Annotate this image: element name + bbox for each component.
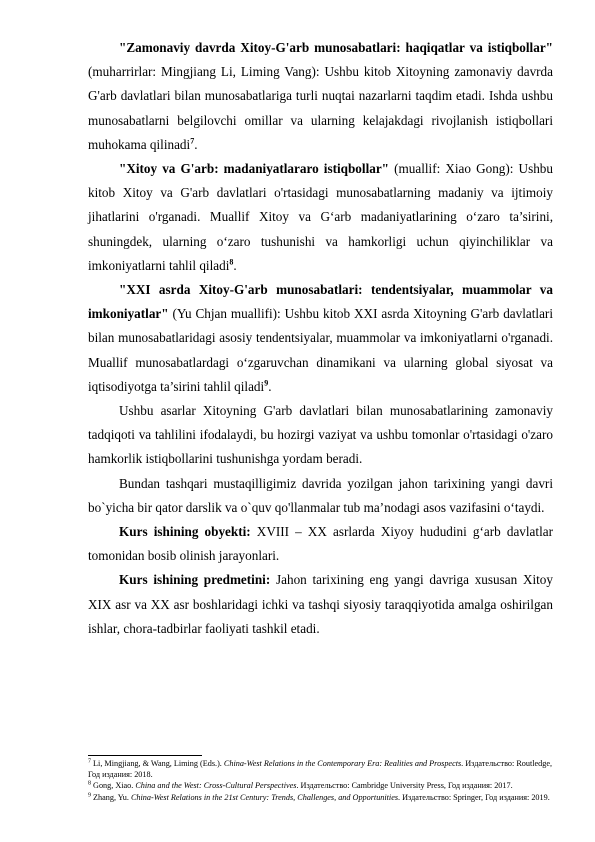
footnotes <box>88 758 553 803</box>
footnote-publisher: . Издательство: Cambridge University Press, Год издания: 2017. <box>296 781 513 791</box>
paragraph-text: (Yu Chjan muallifi): Ushbu kitob XXI asrda Xitoyning G'arb davlatlari bilan munosabatlaridagi asosiy tendentsiyalar, muammolar va imkoniyatlarni o'rganadi. Muallif munosabatlardagi o‘zgaruvchan dinamikani va ularning global siyosat va iqtisodiyotga ta’sirini tahlil qiladi <box>88 306 553 394</box>
footnote-number: 8 <box>88 780 91 787</box>
footnote-title: China-West Relations in the Contemporary Era: Realities and Prospects <box>223 759 462 768</box>
footnote-ref: 8 <box>229 257 234 267</box>
book-title: "XXI asrda Xitoy-G'arb munosabatlari: tendentsiyalar, muammolar va imkoniyatlar" <box>88 282 553 322</box>
paragraph-summary <box>88 399 553 472</box>
paragraph-subject <box>88 568 553 641</box>
footnote-authors: Gong, Xiao. <box>91 781 136 791</box>
paragraph-book-3 <box>88 278 553 399</box>
paragraph-end: . <box>268 378 272 394</box>
footnote-7 <box>88 758 553 780</box>
document-body <box>88 36 553 641</box>
footnote-8 <box>88 780 553 791</box>
footnote-divider <box>88 755 202 756</box>
footnote-number: 7 <box>88 758 91 765</box>
footnote-ref: 9 <box>264 378 269 388</box>
book-title: "Xitoy va G'arb: madaniyatlararo istiqbollar" <box>119 161 389 177</box>
paragraph-text: Ushbu asarlar Xitoyning G'arb davlatlari bilan munosabatlarining zamonaviy tadqiqoti va tahlilini ifodalaydi, bu hozirgi vaziyat va ushbu tomonlar o'rtasidagi o'zaro hamkorlik istiqbollarini tushunishga yordam beradi. <box>88 403 553 467</box>
book-title: "Zamonaviy davrda Xitoy-G'arb munosabatlari: haqiqatlar va istiqbollar" <box>119 40 553 55</box>
footnote-title: China and the West: Cross-Cultural Perspectives <box>135 781 297 791</box>
footnote-number: 9 <box>88 791 91 798</box>
paragraph-text: XVIII – XX asrlarda Xiyoy hududini g‘arb davlatlar tomonidan bosib olinish jarayonlari. <box>88 524 553 564</box>
paragraph-book-2 <box>88 157 553 278</box>
paragraph-textbooks <box>88 472 553 520</box>
footnote-authors: Li, Mingjiang, & Wang, Liming (Eds.). <box>91 759 224 768</box>
paragraph-text: (muharrirlar: Mingjiang Li, Liming Vang): Ushbu kitob Xitoyning zamonaviy davrda G'arb davlatlari bilan munosabatlariga turli nuqtai nazarlarni taqdim etadi. Ishda ushbu munosabatlarni belgilovchi omillar va ularning kelajakdagi rivojlanish istiqbollari muhokama qilinadi <box>88 64 553 152</box>
footnote-authors: Zhang, Yu. <box>91 792 131 802</box>
section-label: Kurs ishining obyekti: <box>119 524 251 540</box>
paragraph-end: . <box>194 136 198 152</box>
paragraph-text: Bundan tashqari mustaqilligimiz davrida yozilgan jahon tarixining yangi davri bo`yicha bir qator darslik va o`quv qo'llanmalar tub ma’nodagi asos vazifasini o‘taydi. <box>88 475 553 515</box>
paragraph-end: . <box>233 257 237 273</box>
footnote-title: China-West Relations in the 21st Century: Trends, Challenges, and Opportunities <box>130 792 399 802</box>
paragraph-object <box>88 520 553 568</box>
footnote-9 <box>88 792 553 803</box>
footnote-publisher: . Издательство: Springer, Год издания: 2019. <box>398 792 550 802</box>
section-label: Kurs ishining predmetini: <box>119 572 271 588</box>
paragraph-text: Jahon tarixining eng yangi davriga xususan Xitoy XIX asr va XX asr boshlaridagi ichki va tashqi siyosiy taraqqiyotida amalga oshirilgan ishlar, chora-tadbirlar faoliyati tashkil etadi. <box>88 572 553 636</box>
footnote-publisher: . Издательство: Routledge, Год издания: 2018. <box>88 759 553 780</box>
footnote-ref: 7 <box>190 136 195 146</box>
paragraph-book-1 <box>88 36 553 157</box>
paragraph-text: (muallif: Xiao Gong): Ushbu kitob Xitoy va G'arb davlatlari o'rtasidagi munosabatlarning madaniy va ijtimoiy jihatlarini o'rganadi. Muallif Xitoy va G‘arb madaniyatlarining o‘zaro ta’sirini, shuningdek, ularning o‘zaro tushunishi va hamkorligi uchun qiyinchiliklar va imkoniyatlarni tahlil qiladi <box>88 161 553 273</box>
